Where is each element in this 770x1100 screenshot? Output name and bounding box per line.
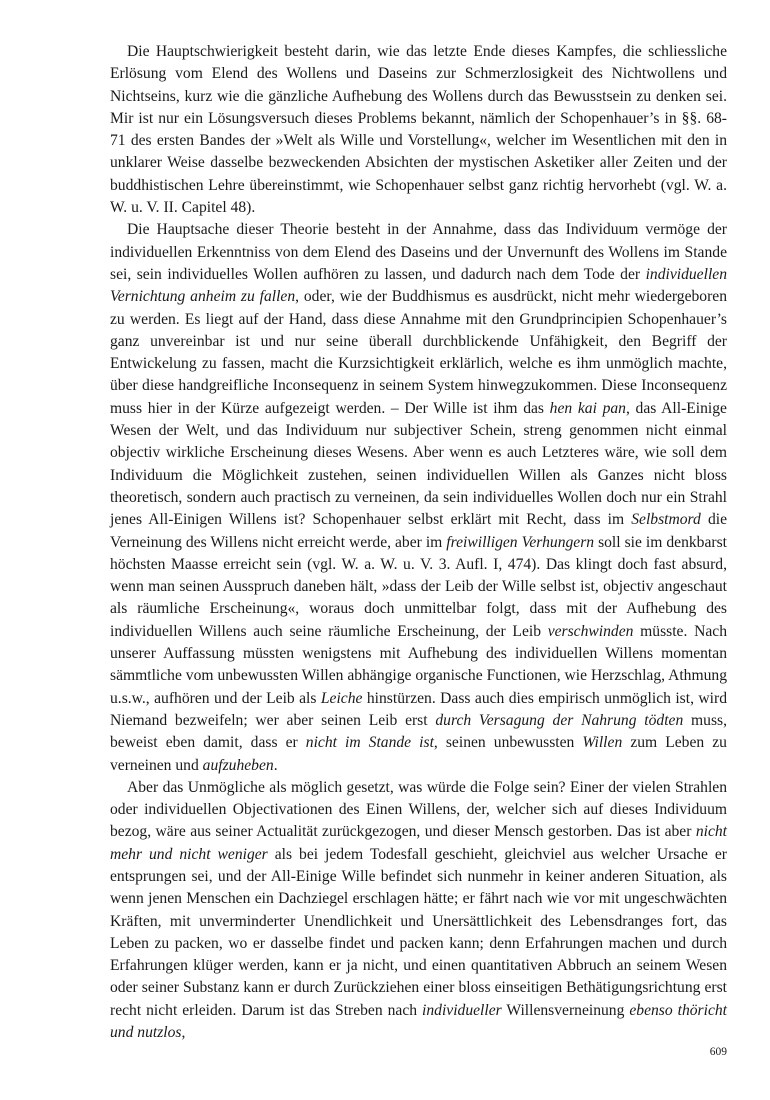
italic-text: nicht im Stande ist [305, 734, 434, 752]
paragraph-1 [110, 41, 727, 219]
text-segment: Die Hauptschwierigkeit besteht darin, wie das letzte Ende dieses Kampfes, die schliessliche Erlösung vom Elend des Wollens und Daseins zur Schmerzlosigkeit des Nichtwollens und Nichtseins, kurz wie die gänzliche Aufhebung des Wollens durch das Bewusstsein zu denken sei. Mir ist nur ein Lösungsversuch dieses Problems bekannt, nämlich der Schopenhauer’s in §§. 68-71 des ersten Bandes der »Welt als Wille und Vorstellung«, welcher im Wesentlichen mit den in unklarer Weise dasselbe bezweckenden Absichten der mystischen Asketiker aller Zeiten und der buddhistischen Lehre übereinstimmt, wie Schopenhauer selbst ganz richtig hervorhebt (vgl. W. a. W. u. V. II. Capitel 48). [110, 43, 727, 217]
paragraph-3 [110, 777, 727, 1045]
text-segment: müsste. Nach unserer Auffassung müssten wenigstens mit Aufhebung des individuellen Willens momentan sämmtliche vom unbewussten Willen abhängige organische Functionen, wie Herzschlag, Athmung u.s.w., aufhören und der Leib als [110, 622, 727, 707]
text-segment: hinstürzen. Dass auch dies empirisch unmöglich ist, wird Niemand bezweifeln; wer aber seinen Leib erst [110, 689, 727, 729]
text-segment: , das All-Einige Wesen der Welt, und das Individuum nur subjectiver Schein, streng genommen nicht einmal objectiv wirkliche Erscheinung dieses Wesens. Aber wenn es auch Letzteres wäre, wie soll dem Individuum die Möglichkeit zustehen, seinen individuellen Willen als Ganzes nicht bloss theoretisch, sondern auch practisch zu verneinen, da sein individuelles Wollen doch nur ein Strahl jenes All-Einigen Willens ist? Schopenhauer selbst erklärt mit Recht, dass im [110, 399, 727, 529]
italic-text: individuellen Vernichtung anheim zu fallen [110, 265, 727, 306]
page-number: 609 [709, 1046, 727, 1058]
text-segment: Die Hauptsache dieser Theorie besteht in der Annahme, dass das Individuum vermöge der individuellen Erkenntniss von dem Elend des Daseins und der Unvernunft des Wollens im Stande sei, sein individuelles Wollen aufhören zu lassen, und dadurch nach dem Tode der [110, 221, 727, 283]
text-segment: , [181, 1024, 186, 1042]
text-segment: die Verneinung des Willens nicht erreicht werde, aber im [110, 511, 728, 551]
italic-text: verschwinden [547, 622, 634, 640]
italic-text: Leiche [320, 689, 363, 707]
italic-text: hen kai pan [549, 399, 626, 417]
text-segment: Aber das Unmögliche als möglich gesetzt, was würde die Folge sein? Einer der vielen Strahlen oder individuellen Objectivationen des Einen Willens, der, welcher sich auf dieses Individuum bezog, wäre aus seiner Actualität zurückgezogen, und dieser Mensch gestorben. Das ist aber [110, 778, 727, 841]
italic-text: durch Versagung der Nahrung tödten [435, 711, 684, 729]
page-body [110, 41, 727, 1044]
italic-text: Selbstmord [631, 511, 701, 529]
paragraph-2 [110, 219, 727, 776]
italic-text: freiwilligen Verhungern [446, 533, 595, 551]
italic-text: Willen [582, 734, 623, 752]
italic-text: individueller [422, 1001, 502, 1019]
text-segment: , seinen unbewussten [433, 734, 583, 752]
text-segment: zum Leben zu verneinen und [110, 734, 727, 774]
text-segment: . [273, 756, 278, 774]
text-segment: soll sie im denkbarst höchsten Maasse erreicht sein (vgl. W. a. W. u. V. 3. Aufl. I, 474). Das klingt doch fast absurd, wenn man seinen Ausspruch daneben hält, »dass der Leib der Wille selbst ist, objectiv angeschaut als räumliche Erscheinung«, woraus doch unmittelbar folgt, dass mit der Aufhebung des individuellen Willens auch seine räumliche Erscheinung, der Leib [110, 533, 727, 640]
text-segment: Willensverneinung [501, 1001, 630, 1019]
text-segment: , oder, wie der Buddhismus es ausdrückt, nicht mehr wiedergeboren zu werden. Es liegt auf der Hand, dass diese Annahme mit den Grundprincipien Schopenhauer’s ganz unvereinbar ist und nur seine überall durchblickende Unfähigkeit, den Begriff der Entwickelung zu fassen, macht die Kurzsichtigkeit erklärlich, welche es ihm unmöglich machte, über diese handgreifliche Inconsequenz in seinem System hinwegzukommen. Diese Inconsequenz muss hier in der Kürze aufgezeigt werden. – Der Wille ist ihm das [110, 288, 727, 417]
italic-text: aufzuheben [202, 756, 274, 774]
italic-text: nicht mehr und nicht weniger [110, 823, 727, 863]
italic-text: ebenso thöricht und nutzlos [110, 1001, 728, 1042]
text-segment: als bei jedem Todesfall geschieht, gleichviel aus welcher Ursache er entsprungen sei, und der All-Einige Wille befindet sich nunmehr in keiner anderen Situation, als wenn jenen Menschen ein Dachziegel erschlagen hätte; er fährt nach wie vor mit ungeschwächten Kräften, mit unverminderter Unendlichkeit und Unersättlichkeit des Lebensdranges fort, das Leben zu packen, wo er dasselbe findet und packen kann; denn Erfahrungen machen und durch Erfahrungen klüger werden, kann er ja nicht, und einen quantitativen Abbruch an seinem Wesen oder seiner Substanz kann er durch Zurückziehen einer bloss einseitigen Bethätigungsrichtung erst recht nicht erleiden. Darum ist das Streben nach [110, 845, 728, 1019]
text-segment: muss, beweist eben damit, dass er [110, 711, 727, 752]
